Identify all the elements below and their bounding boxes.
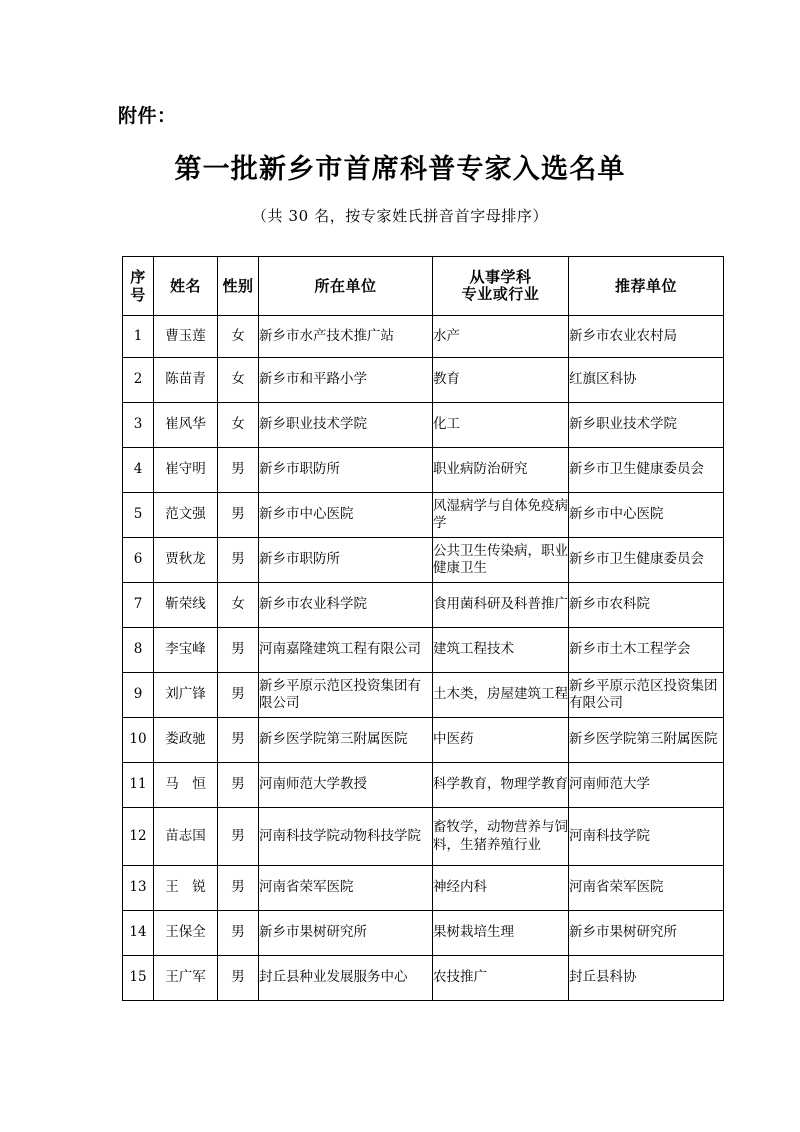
cell-unit: 新乡市职防所 [259,538,433,583]
cell-recommender: 新乡医学院第三附属医院 [569,718,724,763]
cell-name: 马 恒 [154,763,218,808]
cell-sex: 男 [218,493,259,538]
page-subtitle: （共 30 名，按专家姓氏拼音首字母排序） [251,207,549,225]
table-row [123,956,724,1001]
cell-unit: 新乡医学院第三附属医院 [259,718,433,763]
column-header-recommender: 推荐单位 [569,257,724,316]
table-row [123,358,724,403]
cell-unit: 新乡市果树研究所 [259,911,433,956]
roster-table-container [122,256,723,1001]
cell-field: 土木类，房屋建筑工程 [433,673,569,718]
cell-index: 3 [123,403,154,448]
table-body [123,316,724,1001]
cell-sex: 男 [218,763,259,808]
cell-unit: 河南省荣军医院 [259,866,433,911]
cell-field: 建筑工程技术 [433,628,569,673]
cell-recommender: 新乡市土木工程学会 [569,628,724,673]
table-header [123,257,724,316]
cell-recommender: 河南省荣军医院 [569,866,724,911]
table-row [123,808,724,866]
cell-name: 范文强 [154,493,218,538]
cell-unit: 新乡市农业科学院 [259,583,433,628]
cell-index: 6 [123,538,154,583]
cell-name: 崔守明 [154,448,218,493]
cell-recommender: 新乡职业技术学院 [569,403,724,448]
cell-name: 娄政驰 [154,718,218,763]
cell-field: 化工 [433,403,569,448]
column-header-index: 序号 [123,257,154,316]
column-header-field-line2: 专业或行业 [461,285,540,303]
cell-name: 李宝峰 [154,628,218,673]
cell-unit: 封丘县种业发展服务中心 [259,956,433,1001]
table-row [123,628,724,673]
cell-unit: 新乡市中心医院 [259,493,433,538]
cell-unit: 新乡市和平路小学 [259,358,433,403]
cell-index: 14 [123,911,154,956]
cell-name: 王广军 [154,956,218,1001]
cell-sex: 男 [218,911,259,956]
cell-index: 12 [123,808,154,866]
cell-index: 2 [123,358,154,403]
cell-recommender: 河南师范大学 [569,763,724,808]
column-header-field-line1: 从事学科 [469,267,532,286]
table-row [123,538,724,583]
cell-sex: 女 [218,403,259,448]
cell-field: 神经内科 [433,866,569,911]
cell-recommender: 新乡市果树研究所 [569,911,724,956]
cell-field: 果树栽培生理 [433,911,569,956]
table-row [123,673,724,718]
cell-recommender: 新乡市卫生健康委员会 [569,538,724,583]
cell-field: 风湿病学与自体免疫病学 [433,493,569,538]
cell-sex: 男 [218,628,259,673]
cell-sex: 男 [218,866,259,911]
cell-recommender: 新乡市中心医院 [569,493,724,538]
cell-name: 靳荣线 [154,583,218,628]
table-row [123,866,724,911]
cell-name: 陈苗青 [154,358,218,403]
cell-index: 9 [123,673,154,718]
table-row [123,583,724,628]
table-row [123,763,724,808]
cell-field: 教育 [433,358,569,403]
cell-index: 11 [123,763,154,808]
cell-unit: 新乡职业技术学院 [259,403,433,448]
table-row [123,493,724,538]
roster-table [122,256,724,1001]
cell-name: 曹玉莲 [154,316,218,358]
cell-unit: 新乡市职防所 [259,448,433,493]
cell-unit: 河南科技学院动物科技学院 [259,808,433,866]
cell-unit: 新乡平原示范区投资集团有限公司 [259,673,433,718]
cell-recommender: 新乡市卫生健康委员会 [569,448,724,493]
cell-unit: 河南嘉隆建筑工程有限公司 [259,628,433,673]
cell-field: 科学教育，物理学教育 [433,763,569,808]
cell-sex: 女 [218,316,259,358]
cell-sex: 男 [218,448,259,493]
cell-sex: 男 [218,956,259,1001]
cell-index: 10 [123,718,154,763]
cell-index: 13 [123,866,154,911]
table-row [123,911,724,956]
cell-recommender: 新乡市农业农村局 [569,316,724,358]
cell-field: 水产 [433,316,569,358]
cell-sex: 女 [218,583,259,628]
cell-field: 中医药 [433,718,569,763]
cell-sex: 男 [218,673,259,718]
cell-field: 畜牧学，动物营养与饲料，生猪养殖行业 [433,808,569,866]
column-header-sex: 性别 [218,257,259,316]
cell-unit: 新乡市水产技术推广站 [259,316,433,358]
column-header-unit: 所在单位 [259,257,433,316]
attachment-label: 附件： [118,105,177,127]
table-header-row [123,257,724,316]
cell-sex: 男 [218,808,259,866]
cell-index: 7 [123,583,154,628]
cell-sex: 女 [218,358,259,403]
cell-name: 王 锐 [154,866,218,911]
cell-recommender: 新乡平原示范区投资集团有限公司 [569,673,724,718]
cell-sex: 男 [218,718,259,763]
cell-field: 农技推广 [433,956,569,1001]
column-header-name: 姓名 [154,257,218,316]
table-row [123,718,724,763]
cell-sex: 男 [218,538,259,583]
cell-recommender: 新乡市农科院 [569,583,724,628]
cell-unit: 河南师范大学教授 [259,763,433,808]
cell-index: 1 [123,316,154,358]
cell-name: 王保全 [154,911,218,956]
cell-index: 5 [123,493,154,538]
cell-name: 崔风华 [154,403,218,448]
cell-name: 贾秋龙 [154,538,218,583]
table-row [123,448,724,493]
cell-recommender: 红旗区科协 [569,358,724,403]
cell-index: 15 [123,956,154,1001]
table-row [123,403,724,448]
cell-name: 刘广锋 [154,673,218,718]
cell-recommender: 封丘县科协 [569,956,724,1001]
cell-index: 8 [123,628,154,673]
cell-field: 职业病防治研究 [433,448,569,493]
cell-field: 食用菌科研及科普推广 [433,583,569,628]
table-row [123,316,724,358]
cell-field: 公共卫生传染病，职业健康卫生 [433,538,569,583]
column-header-field [433,257,569,316]
cell-name: 苗志国 [154,808,218,866]
cell-index: 4 [123,448,154,493]
cell-recommender: 河南科技学院 [569,808,724,866]
page-title: 第一批新乡市首席科普专家入选名单 [174,154,626,185]
